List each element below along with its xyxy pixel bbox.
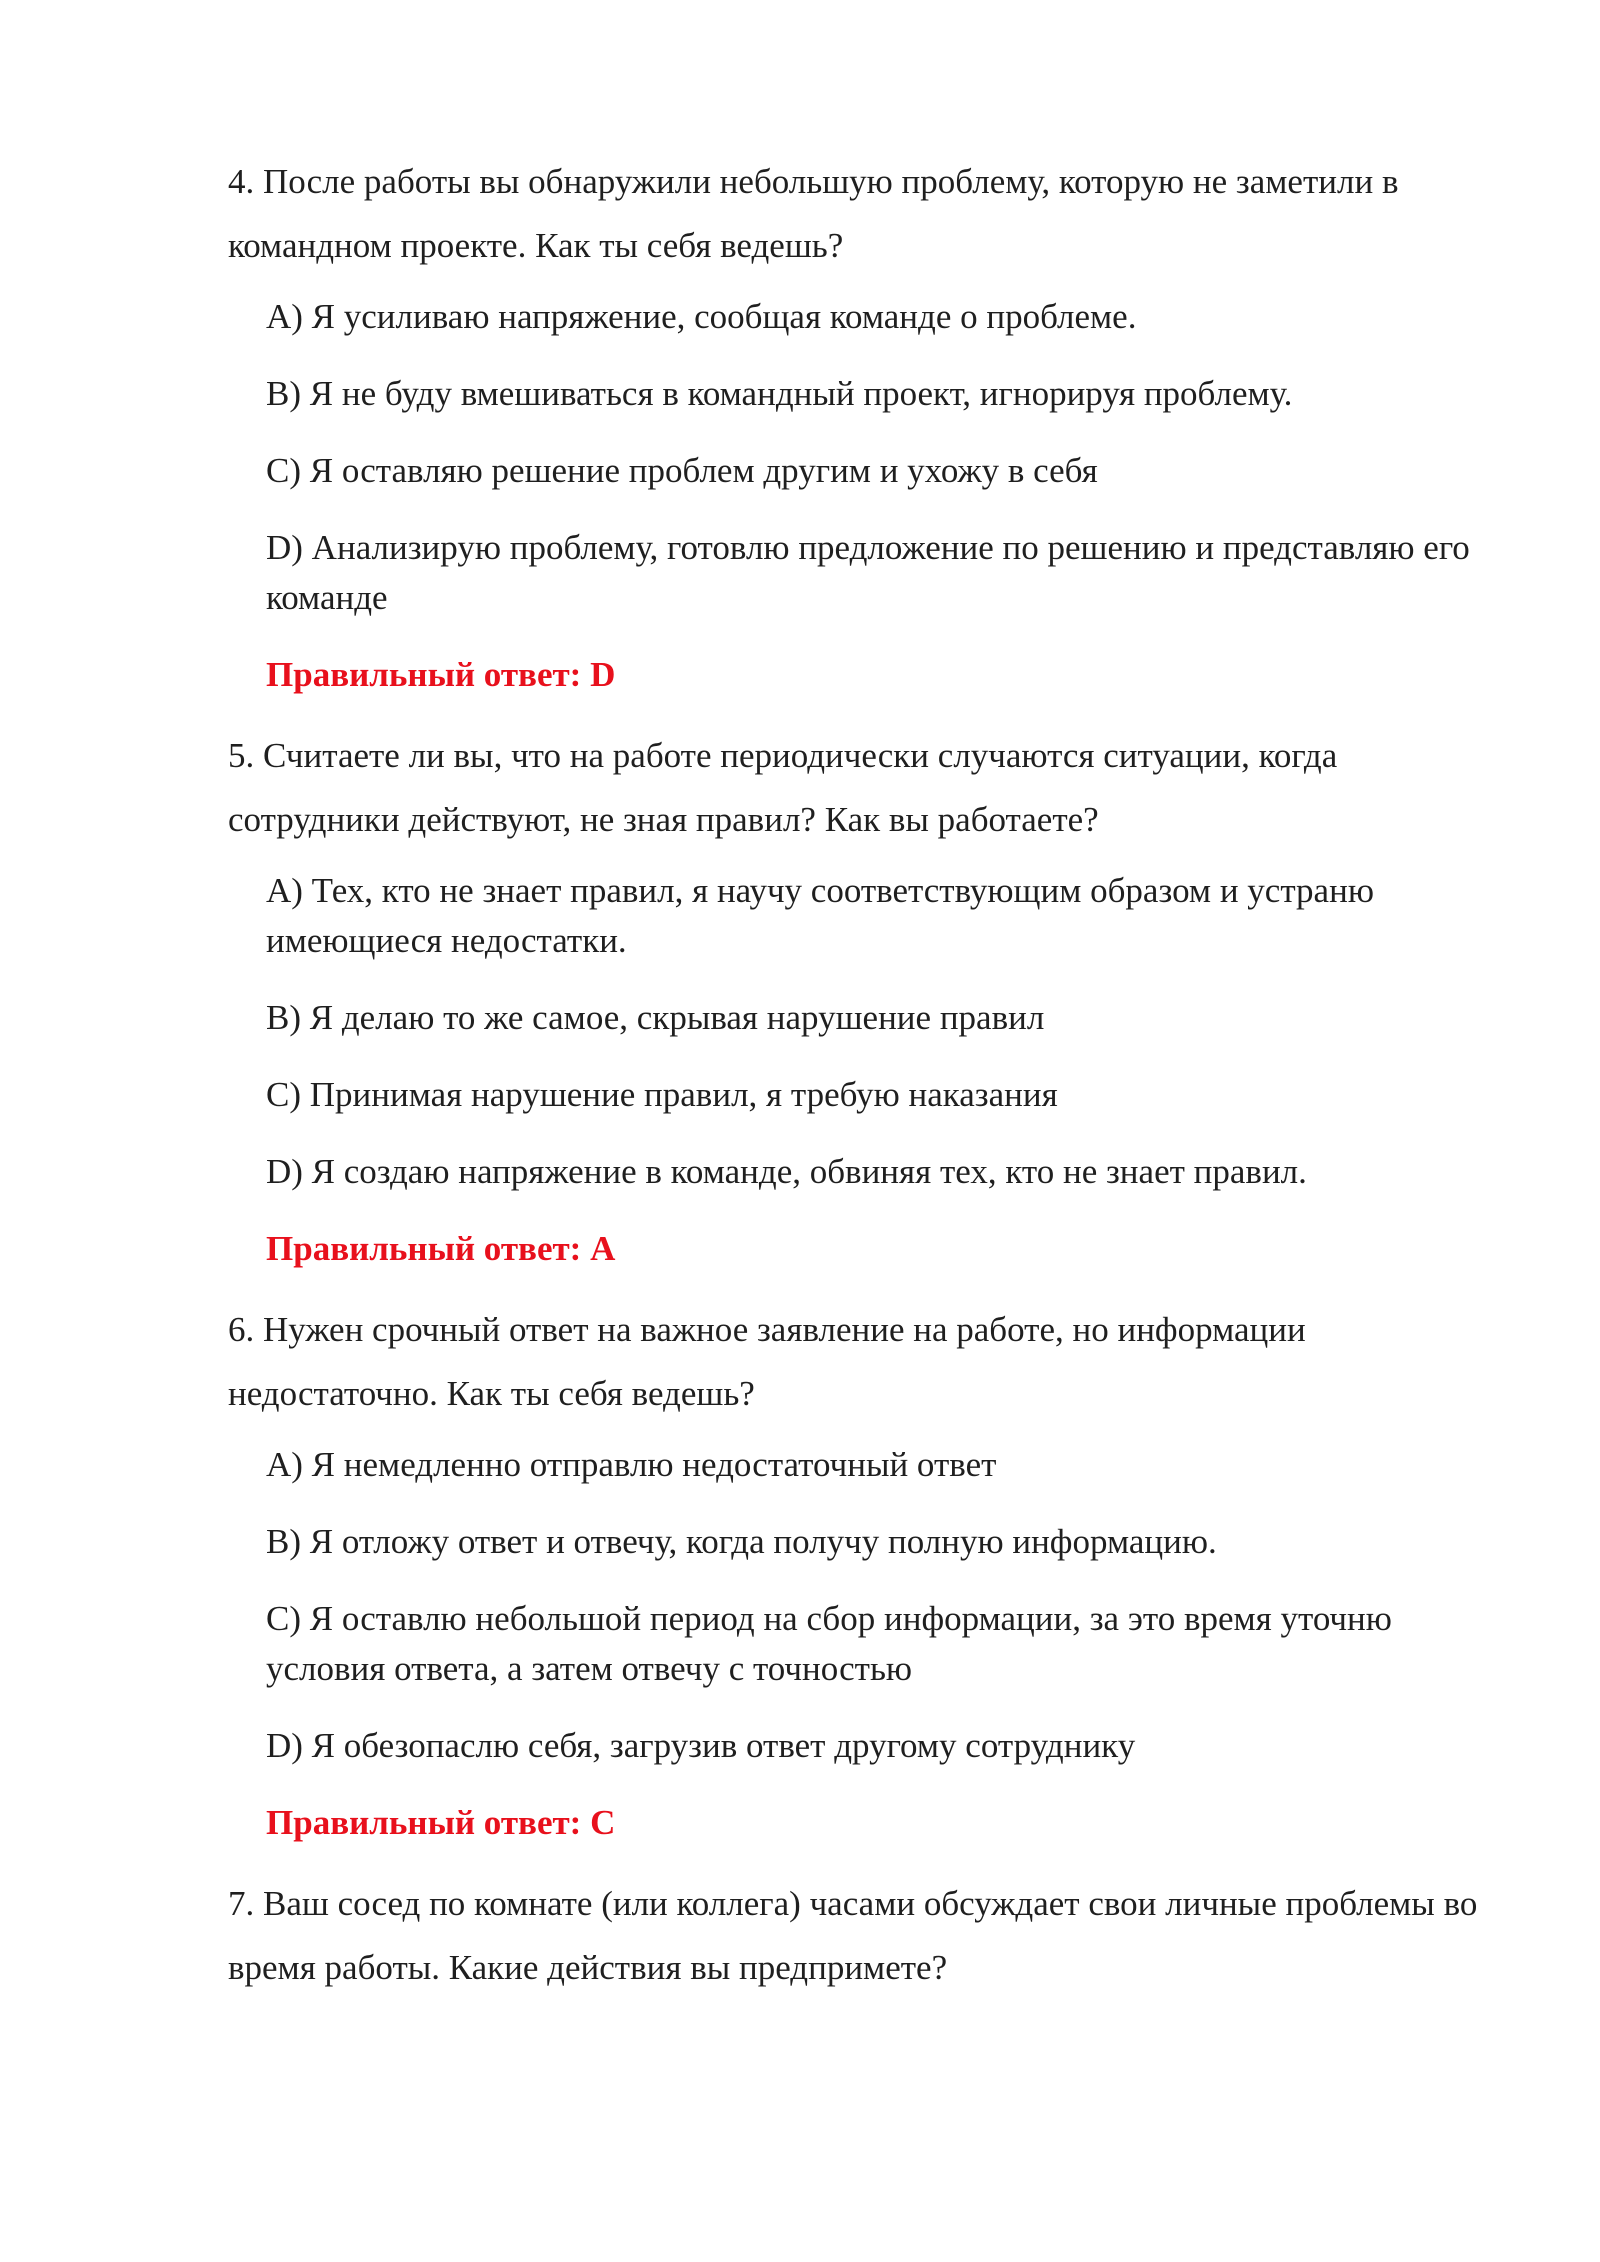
question-5 [228, 724, 1480, 1274]
question-7 [228, 1872, 1480, 2000]
option-list [228, 292, 1480, 623]
question-6 [228, 1298, 1480, 1848]
option-c: C) Я оставлю небольшой период на сбор информации, за это время уточню условия ответа, а затем отвечу с точностью [266, 1599, 1392, 1688]
question-text: 5. Считаете ли вы, что на работе периодически случаются ситуации, когда сотрудники действуют, не зная правил? Как вы работаете? [228, 736, 1338, 839]
option-b: B) Я отложу ответ и отвечу, когда получу полную информацию. [266, 1522, 1217, 1561]
option-d: D) Я создаю напряжение в команде, обвиняя тех, кто не знает правил. [266, 1152, 1307, 1191]
question-text: 6. Нужен срочный ответ на важное заявление на работе, но информации недостаточно. Как ты себя ведешь? [228, 1310, 1306, 1413]
option-list [228, 1440, 1480, 1771]
question-text: 7. Ваш сосед по комнате (или коллега) часами обсуждает свои личные проблемы во время работы. Какие действия вы предпримете? [228, 1884, 1478, 1987]
correct-answer: Правильный ответ: A [266, 1229, 616, 1268]
option-d: D) Я обезопаслю себя, загрузив ответ другому сотруднику [266, 1726, 1136, 1765]
option-a: A) Тех, кто не знает правил, я научу соответствующим образом и устраню имеющиеся недостатки. [266, 871, 1374, 960]
option-a: A) Я немедленно отправлю недостаточный ответ [266, 1445, 997, 1484]
option-b: B) Я делаю то же самое, скрывая нарушение правил [266, 998, 1045, 1037]
option-b: B) Я не буду вмешиваться в командный проект, игнорируя проблему. [266, 374, 1293, 413]
option-c: C) Я оставляю решение проблем другим и ухожу в себя [266, 451, 1098, 490]
option-list [228, 866, 1480, 1197]
question-text: 4. После работы вы обнаружили небольшую проблему, которую не заметили в командном проекте. Как ты себя ведешь? [228, 162, 1399, 265]
option-c: C) Принимая нарушение правил, я требую наказания [266, 1075, 1058, 1114]
option-a: A) Я усиливаю напряжение, сообщая команде о проблеме. [266, 297, 1137, 336]
correct-answer: Правильный ответ: D [266, 655, 616, 694]
correct-answer: Правильный ответ: C [266, 1803, 616, 1842]
option-d: D) Анализирую проблему, готовлю предложение по решению и представляю его команде [266, 528, 1470, 617]
question-4 [228, 150, 1480, 700]
